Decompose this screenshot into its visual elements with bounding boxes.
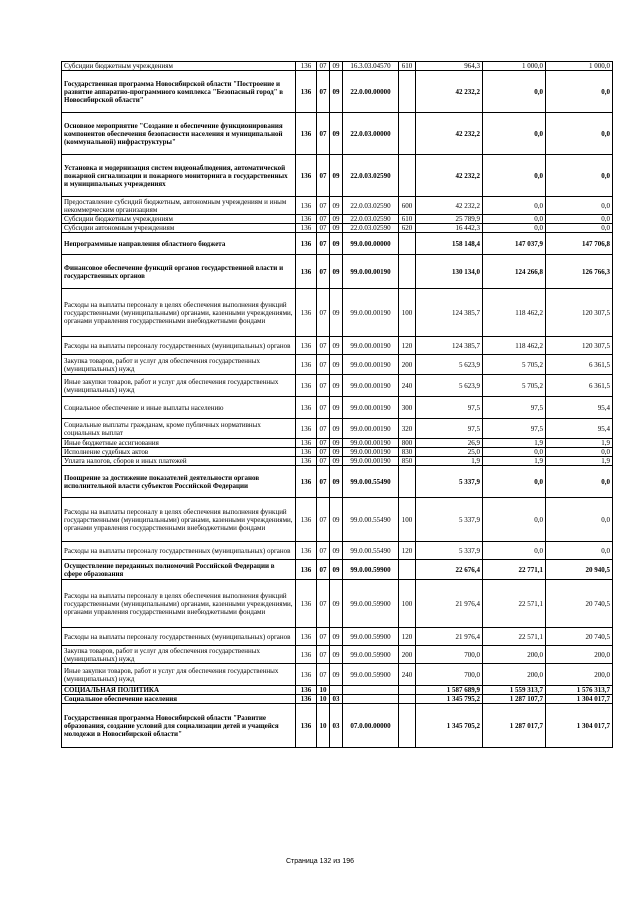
subsection-code-cell: 09 [330, 289, 343, 337]
section-code-cell: 07 [317, 375, 330, 397]
ministry-code-cell: 136 [296, 233, 317, 255]
amount-year1-cell: 16 442,3 [416, 224, 483, 233]
expense-type-cell [399, 233, 416, 255]
subsection-code-cell: 09 [330, 113, 343, 155]
ministry-code-cell: 136 [296, 337, 317, 355]
target-article-cell: 99.0.00.59900 [343, 580, 399, 628]
amount-year2-cell: 124 266,8 [483, 255, 546, 289]
target-article-cell: 99.0.00.00190 [343, 397, 399, 419]
table-row [62, 628, 613, 646]
amount-year2-cell: 0,0 [483, 448, 546, 457]
expense-type-cell: 300 [399, 397, 416, 419]
subsection-code-cell: 09 [330, 580, 343, 628]
ministry-code-cell: 136 [296, 704, 317, 748]
expense-type-cell: 240 [399, 664, 416, 686]
section-code-cell: 07 [317, 71, 330, 113]
subsection-code-cell: 09 [330, 155, 343, 197]
amount-year3-cell: 1 304 017,7 [546, 695, 613, 704]
amount-year2-cell: 147 037,9 [483, 233, 546, 255]
subsection-code-cell: 09 [330, 355, 343, 375]
amount-year1-cell: 21 976,4 [416, 580, 483, 628]
amount-year2-cell: 1,9 [483, 439, 546, 448]
target-article-cell: 99.0.00.59900 [343, 560, 399, 580]
target-article-cell: 99.0.00.00000 [343, 233, 399, 255]
amount-year3-cell: 1,9 [546, 457, 613, 466]
subsection-code-cell: 09 [330, 197, 343, 215]
section-code-cell: 10 [317, 695, 330, 704]
expense-type-cell [399, 255, 416, 289]
table-row [62, 439, 613, 448]
subsection-code-cell: 09 [330, 337, 343, 355]
ministry-code-cell: 136 [296, 686, 317, 695]
amount-year3-cell: 6 361,5 [546, 375, 613, 397]
target-article-cell: 99.0.00.00190 [343, 375, 399, 397]
amount-year1-cell: 42 232,2 [416, 113, 483, 155]
expense-name-cell: Основное мероприятие "Создание и обеспечение функционирования компонентов обеспечения безопасности населения и муниципальной (коммунальной) инфраструктуры" [62, 113, 296, 155]
expense-type-cell [399, 695, 416, 704]
amount-year1-cell: 42 232,2 [416, 155, 483, 197]
amount-year3-cell: 126 766,3 [546, 255, 613, 289]
amount-year1-cell: 5 623,9 [416, 355, 483, 375]
ministry-code-cell: 136 [296, 695, 317, 704]
table-row [62, 71, 613, 113]
table-row [62, 466, 613, 498]
amount-year3-cell: 95,4 [546, 419, 613, 439]
expense-name-cell: Непрограммные направления областного бюджета [62, 233, 296, 255]
target-article-cell: 99.0.00.00190 [343, 439, 399, 448]
section-code-cell: 07 [317, 419, 330, 439]
subsection-code-cell: 09 [330, 542, 343, 560]
amount-year2-cell: 0,0 [483, 224, 546, 233]
ministry-code-cell: 136 [296, 155, 317, 197]
table-row [62, 255, 613, 289]
amount-year1-cell: 1 345 795,2 [416, 695, 483, 704]
amount-year3-cell: 120 307,5 [546, 289, 613, 337]
amount-year2-cell: 22 571,1 [483, 628, 546, 646]
table-row [62, 664, 613, 686]
section-code-cell: 07 [317, 646, 330, 664]
section-code-cell: 07 [317, 466, 330, 498]
expense-type-cell: 200 [399, 355, 416, 375]
amount-year1-cell: 25,0 [416, 448, 483, 457]
expense-name-cell: Поощрение за достижение показателей деятельности органов исполнительной власти субъектов Российской Федерации [62, 466, 296, 498]
amount-year2-cell: 1 559 313,7 [483, 686, 546, 695]
amount-year3-cell: 147 706,8 [546, 233, 613, 255]
section-code-cell: 07 [317, 197, 330, 215]
section-code-cell: 07 [317, 255, 330, 289]
amount-year3-cell: 95,4 [546, 397, 613, 419]
expense-type-cell: 850 [399, 457, 416, 466]
ministry-code-cell: 136 [296, 224, 317, 233]
section-code-cell: 07 [317, 448, 330, 457]
amount-year1-cell: 700,0 [416, 664, 483, 686]
expense-type-cell: 620 [399, 224, 416, 233]
section-code-cell: 07 [317, 580, 330, 628]
section-code-cell: 07 [317, 628, 330, 646]
amount-year2-cell: 118 462,2 [483, 289, 546, 337]
subsection-code-cell: 09 [330, 560, 343, 580]
target-article-cell: 99.0.00.00190 [343, 289, 399, 337]
table-row [62, 355, 613, 375]
amount-year1-cell: 5 337,9 [416, 466, 483, 498]
table-row [62, 215, 613, 224]
expense-type-cell [399, 71, 416, 113]
section-code-cell: 10 [317, 704, 330, 748]
table-row [62, 155, 613, 197]
target-article-cell: 07.0.00.00000 [343, 704, 399, 748]
subsection-code-cell: 09 [330, 448, 343, 457]
expense-name-cell: Субсидии автономным учреждениям [62, 224, 296, 233]
amount-year3-cell: 120 307,5 [546, 337, 613, 355]
target-article-cell: 16.3.03.04570 [343, 62, 399, 71]
amount-year2-cell: 97,5 [483, 397, 546, 419]
amount-year3-cell: 1 000,0 [546, 62, 613, 71]
expense-type-cell [399, 704, 416, 748]
amount-year1-cell: 97,5 [416, 397, 483, 419]
section-code-cell: 07 [317, 289, 330, 337]
target-article-cell: 99.0.00.59900 [343, 664, 399, 686]
expense-name-cell: Иные бюджетные ассигнования [62, 439, 296, 448]
ministry-code-cell: 136 [296, 113, 317, 155]
amount-year3-cell: 0,0 [546, 448, 613, 457]
subsection-code-cell: 03 [330, 695, 343, 704]
amount-year3-cell: 200,0 [546, 664, 613, 686]
expense-name-cell: Расходы на выплаты персоналу государственных (муниципальных) органов [62, 542, 296, 560]
ministry-code-cell: 136 [296, 197, 317, 215]
amount-year3-cell: 1 304 017,7 [546, 704, 613, 748]
amount-year2-cell: 22 571,1 [483, 580, 546, 628]
section-code-cell: 07 [317, 113, 330, 155]
amount-year3-cell: 0,0 [546, 498, 613, 542]
section-code-cell: 07 [317, 542, 330, 560]
amount-year3-cell: 200,0 [546, 646, 613, 664]
amount-year1-cell: 5 623,9 [416, 375, 483, 397]
amount-year1-cell: 158 148,4 [416, 233, 483, 255]
amount-year1-cell: 5 337,9 [416, 498, 483, 542]
amount-year1-cell: 124 385,7 [416, 337, 483, 355]
expense-type-cell: 120 [399, 628, 416, 646]
amount-year3-cell: 0,0 [546, 71, 613, 113]
subsection-code-cell: 09 [330, 466, 343, 498]
amount-year1-cell: 25 789,9 [416, 215, 483, 224]
expense-name-cell: Социальное обеспечение и иные выплаты населению [62, 397, 296, 419]
expense-name-cell: Расходы на выплаты персоналу государственных (муниципальных) органов [62, 337, 296, 355]
ministry-code-cell: 136 [296, 448, 317, 457]
table-row [62, 560, 613, 580]
target-article-cell: 22.0.03.02590 [343, 224, 399, 233]
target-article-cell: 22.0.03.02590 [343, 215, 399, 224]
expense-name-cell: Иные закупки товаров, работ и услуг для обеспечения государственных (муниципальных) нужд [62, 664, 296, 686]
amount-year2-cell: 0,0 [483, 71, 546, 113]
expense-name-cell: Исполнение судебных актов [62, 448, 296, 457]
target-article-cell [343, 686, 399, 695]
expense-type-cell [399, 686, 416, 695]
expense-name-cell: Социальное обеспечение населения [62, 695, 296, 704]
expense-type-cell: 200 [399, 646, 416, 664]
subsection-code-cell: 09 [330, 498, 343, 542]
section-code-cell: 07 [317, 498, 330, 542]
amount-year3-cell: 0,0 [546, 113, 613, 155]
subsection-code-cell: 09 [330, 439, 343, 448]
ministry-code-cell: 136 [296, 466, 317, 498]
ministry-code-cell: 136 [296, 498, 317, 542]
table-row [62, 62, 613, 71]
subsection-code-cell: 09 [330, 255, 343, 289]
amount-year2-cell: 0,0 [483, 466, 546, 498]
expense-name-cell: Социальные выплаты гражданам, кроме публичных нормативных социальных выплат [62, 419, 296, 439]
amount-year3-cell: 1,9 [546, 439, 613, 448]
expense-name-cell: Расходы на выплаты персоналу в целях обеспечения выполнения функций государственными (муниципальными) органами, казенными учреждениями, органами управления государственными внебюджетными фондами [62, 580, 296, 628]
amount-year2-cell: 22 771,1 [483, 560, 546, 580]
ministry-code-cell: 136 [296, 664, 317, 686]
expense-type-cell: 610 [399, 62, 416, 71]
amount-year3-cell: 20 940,5 [546, 560, 613, 580]
amount-year1-cell: 124 385,7 [416, 289, 483, 337]
amount-year2-cell: 1 287 107,7 [483, 695, 546, 704]
subsection-code-cell: 09 [330, 646, 343, 664]
subsection-code-cell: 03 [330, 704, 343, 748]
table-row [62, 113, 613, 155]
subsection-code-cell: 09 [330, 224, 343, 233]
amount-year1-cell: 21 976,4 [416, 628, 483, 646]
amount-year1-cell: 42 232,2 [416, 71, 483, 113]
target-article-cell: 99.0.00.55490 [343, 498, 399, 542]
amount-year3-cell: 0,0 [546, 224, 613, 233]
section-code-cell: 07 [317, 560, 330, 580]
amount-year2-cell: 200,0 [483, 664, 546, 686]
subsection-code-cell: 09 [330, 397, 343, 419]
table-row [62, 448, 613, 457]
target-article-cell: 99.0.00.00190 [343, 355, 399, 375]
expense-type-cell: 120 [399, 337, 416, 355]
ministry-code-cell: 136 [296, 255, 317, 289]
section-code-cell: 07 [317, 215, 330, 224]
ministry-code-cell: 136 [296, 355, 317, 375]
amount-year2-cell: 1,9 [483, 457, 546, 466]
table-row [62, 542, 613, 560]
ministry-code-cell: 136 [296, 439, 317, 448]
expense-name-cell: Закупка товаров, работ и услуг для обеспечения государственных (муниципальных) нужд [62, 355, 296, 375]
ministry-code-cell: 136 [296, 215, 317, 224]
subsection-code-cell: 09 [330, 62, 343, 71]
amount-year2-cell: 0,0 [483, 155, 546, 197]
ministry-code-cell: 136 [296, 397, 317, 419]
ministry-code-cell: 136 [296, 289, 317, 337]
subsection-code-cell: 09 [330, 71, 343, 113]
amount-year3-cell: 6 361,5 [546, 355, 613, 375]
amount-year3-cell: 1 576 313,7 [546, 686, 613, 695]
amount-year2-cell: 0,0 [483, 215, 546, 224]
target-article-cell: 99.0.00.55490 [343, 466, 399, 498]
table-row [62, 580, 613, 628]
expense-name-cell: Установка и модернизация систем видеонаблюдения, автоматической пожарной сигнализации и пожарного мониторинга в государственных и муниципальных учреждениях [62, 155, 296, 197]
amount-year1-cell: 97,5 [416, 419, 483, 439]
target-article-cell: 99.0.00.00190 [343, 457, 399, 466]
ministry-code-cell: 136 [296, 628, 317, 646]
amount-year2-cell: 0,0 [483, 113, 546, 155]
amount-year2-cell: 5 705,2 [483, 355, 546, 375]
amount-year1-cell: 1,9 [416, 457, 483, 466]
amount-year2-cell: 1 000,0 [483, 62, 546, 71]
table-row [62, 375, 613, 397]
expense-name-cell: Субсидии бюджетным учреждениям [62, 215, 296, 224]
target-article-cell [343, 695, 399, 704]
section-code-cell: 07 [317, 337, 330, 355]
subsection-code-cell: 09 [330, 375, 343, 397]
target-article-cell: 22.0.03.02590 [343, 155, 399, 197]
section-code-cell: 07 [317, 224, 330, 233]
expense-type-cell: 100 [399, 580, 416, 628]
subsection-code-cell: 09 [330, 664, 343, 686]
amount-year3-cell: 20 740,5 [546, 628, 613, 646]
amount-year1-cell: 700,0 [416, 646, 483, 664]
section-code-cell: 07 [317, 457, 330, 466]
expense-type-cell: 600 [399, 197, 416, 215]
table-row [62, 704, 613, 748]
amount-year3-cell: 20 740,5 [546, 580, 613, 628]
expense-type-cell: 240 [399, 375, 416, 397]
expense-type-cell: 610 [399, 215, 416, 224]
amount-year2-cell: 0,0 [483, 498, 546, 542]
expense-type-cell: 120 [399, 542, 416, 560]
target-article-cell: 99.0.00.00190 [343, 448, 399, 457]
ministry-code-cell: 136 [296, 580, 317, 628]
expense-type-cell: 100 [399, 289, 416, 337]
expense-name-cell: Расходы на выплаты персоналу в целях обеспечения выполнения функций государственными (муниципальными) органами, казенными учреждениями, органами управления государственными внебюджетными фондами [62, 289, 296, 337]
ministry-code-cell: 136 [296, 62, 317, 71]
section-code-cell: 07 [317, 439, 330, 448]
amount-year3-cell: 0,0 [546, 197, 613, 215]
expense-type-cell [399, 155, 416, 197]
amount-year1-cell: 130 134,0 [416, 255, 483, 289]
amount-year2-cell: 200,0 [483, 646, 546, 664]
table-row [62, 498, 613, 542]
expense-type-cell [399, 113, 416, 155]
table-row [62, 233, 613, 255]
expense-type-cell: 800 [399, 439, 416, 448]
target-article-cell: 99.0.00.00190 [343, 419, 399, 439]
section-code-cell: 07 [317, 397, 330, 419]
section-code-cell: 07 [317, 155, 330, 197]
target-article-cell: 99.0.00.00190 [343, 337, 399, 355]
budget-table [61, 61, 613, 748]
expense-name-cell: Субсидии бюджетным учреждениям [62, 62, 296, 71]
amount-year1-cell: 1 587 689,9 [416, 686, 483, 695]
expense-type-cell [399, 466, 416, 498]
table-row [62, 646, 613, 664]
expense-name-cell: Финансовое обеспечение функций органов государственной власти и государственных органов [62, 255, 296, 289]
ministry-code-cell: 136 [296, 419, 317, 439]
expense-name-cell: Предоставление субсидий бюджетным, автономным учреждениям и иным некоммерческим организациям [62, 197, 296, 215]
target-article-cell: 99.0.00.55490 [343, 542, 399, 560]
expense-type-cell [399, 560, 416, 580]
amount-year1-cell: 42 232,2 [416, 197, 483, 215]
amount-year2-cell: 0,0 [483, 197, 546, 215]
section-code-cell: 10 [317, 686, 330, 695]
amount-year1-cell: 5 337,9 [416, 542, 483, 560]
expense-name-cell: Иные закупки товаров, работ и услуг для обеспечения государственных (муниципальных) нужд [62, 375, 296, 397]
subsection-code-cell: 09 [330, 628, 343, 646]
table-row [62, 419, 613, 439]
amount-year2-cell: 5 705,2 [483, 375, 546, 397]
amount-year2-cell: 1 287 017,7 [483, 704, 546, 748]
table-row [62, 224, 613, 233]
subsection-code-cell: 09 [330, 233, 343, 255]
amount-year1-cell: 26,9 [416, 439, 483, 448]
expense-name-cell: Государственная программа Новосибирской области "Построение и развитие аппаратно-программного комплекса "Безопасный город" в Новосибирской области" [62, 71, 296, 113]
expense-name-cell: Закупка товаров, работ и услуг для обеспечения государственных (муниципальных) нужд [62, 646, 296, 664]
ministry-code-cell: 136 [296, 560, 317, 580]
subsection-code-cell: 09 [330, 457, 343, 466]
expense-name-cell: Расходы на выплаты персоналу в целях обеспечения выполнения функций государственными (муниципальными) органами, казенными учреждениями, органами управления государственными внебюджетными фондами [62, 498, 296, 542]
ministry-code-cell: 136 [296, 457, 317, 466]
expense-name-cell: Расходы на выплаты персоналу государственных (муниципальных) органов [62, 628, 296, 646]
table-row [62, 337, 613, 355]
table-row [62, 289, 613, 337]
section-code-cell: 07 [317, 62, 330, 71]
subsection-code-cell [330, 686, 343, 695]
target-article-cell: 99.0.00.59900 [343, 628, 399, 646]
ministry-code-cell: 136 [296, 71, 317, 113]
amount-year1-cell: 22 676,4 [416, 560, 483, 580]
target-article-cell: 22.0.03.00000 [343, 113, 399, 155]
subsection-code-cell: 09 [330, 419, 343, 439]
amount-year1-cell: 1 345 705,2 [416, 704, 483, 748]
amount-year1-cell: 964,3 [416, 62, 483, 71]
table-row [62, 457, 613, 466]
expense-type-cell: 830 [399, 448, 416, 457]
target-article-cell: 99.0.00.00190 [343, 255, 399, 289]
table-row [62, 397, 613, 419]
section-code-cell: 07 [317, 664, 330, 686]
table-row [62, 695, 613, 704]
amount-year3-cell: 0,0 [546, 215, 613, 224]
table-row [62, 686, 613, 695]
table-body [62, 62, 613, 748]
expense-name-cell: Уплата налогов, сборов и иных платежей [62, 457, 296, 466]
amount-year3-cell: 0,0 [546, 542, 613, 560]
amount-year2-cell: 97,5 [483, 419, 546, 439]
expense-type-cell: 320 [399, 419, 416, 439]
subsection-code-cell: 09 [330, 215, 343, 224]
amount-year3-cell: 0,0 [546, 155, 613, 197]
expense-name-cell: Государственная программа Новосибирской области "Развитие образования, создание условий для социализации детей и учащейся молодежи в Новосибирской области" [62, 704, 296, 748]
expense-type-cell: 100 [399, 498, 416, 542]
target-article-cell: 99.0.00.59900 [343, 646, 399, 664]
section-code-cell: 07 [317, 355, 330, 375]
table-row [62, 197, 613, 215]
section-code-cell: 07 [317, 233, 330, 255]
expense-name-cell: СОЦИАЛЬНАЯ ПОЛИТИКА [62, 686, 296, 695]
expense-name-cell: Осуществление переданных полномочий Российской Федерации в сфере образования [62, 560, 296, 580]
ministry-code-cell: 136 [296, 646, 317, 664]
ministry-code-cell: 136 [296, 542, 317, 560]
ministry-code-cell: 136 [296, 375, 317, 397]
target-article-cell: 22.0.00.00000 [343, 71, 399, 113]
amount-year2-cell: 118 462,2 [483, 337, 546, 355]
amount-year3-cell: 0,0 [546, 466, 613, 498]
target-article-cell: 22.0.03.02590 [343, 197, 399, 215]
amount-year2-cell: 0,0 [483, 542, 546, 560]
page-footer: Страница 132 из 196 [285, 858, 355, 865]
